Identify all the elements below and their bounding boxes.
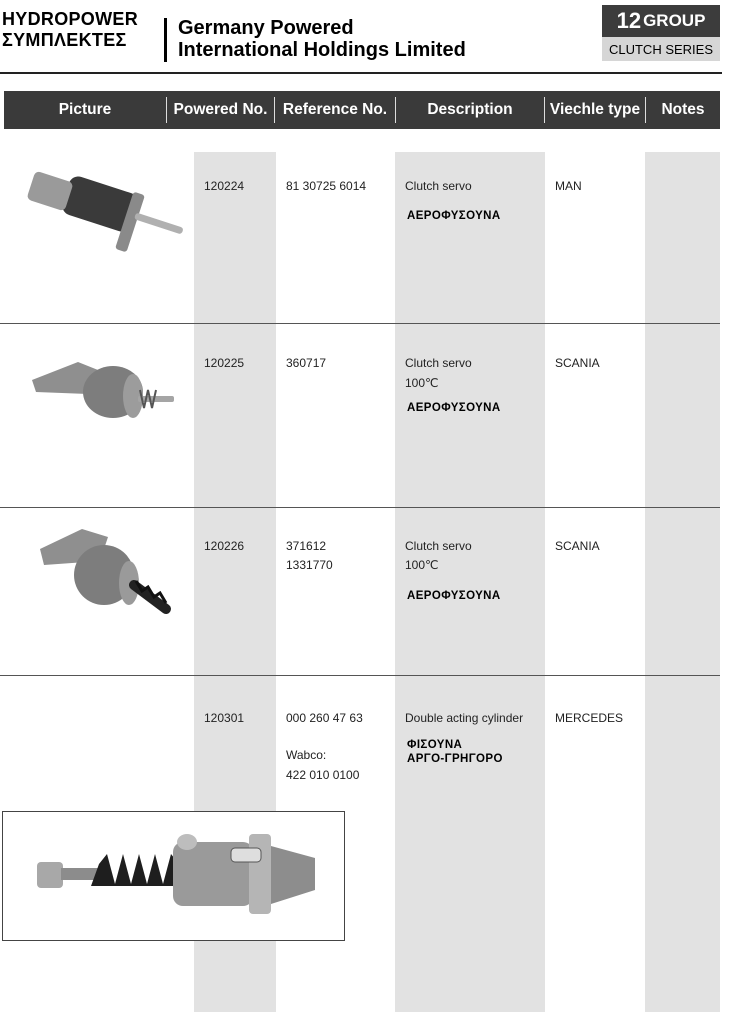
column-header-vehicle-type: Viechle type — [549, 101, 641, 118]
vehicle-type: SCANIA — [555, 539, 600, 553]
reference-no: 81 30725 6014 — [286, 179, 367, 193]
brand-line-1: HYDROPOWER — [2, 9, 139, 29]
table-header — [4, 91, 720, 129]
row-divider — [0, 323, 720, 324]
vehicle-type: MAN — [555, 179, 582, 193]
column-header-powered-no: Powered No. — [173, 101, 268, 118]
description: Clutch servo — [405, 179, 472, 193]
column-header-notes: Notes — [661, 101, 705, 118]
company-name — [178, 17, 466, 61]
reference-no: 1331770 — [286, 558, 333, 572]
double-acting-cylinder-photo — [2, 811, 345, 941]
clutch-servo-photo — [16, 168, 186, 258]
description: Double acting cylinder — [405, 711, 524, 725]
header-rule — [0, 72, 722, 74]
reference-no: 422 010 0100 — [286, 768, 360, 782]
powered-no: 120225 — [204, 356, 245, 370]
row-divider — [0, 507, 720, 508]
powered-no: 120224 — [204, 179, 245, 193]
reference-label: Wabco: — [286, 748, 327, 762]
row-divider — [0, 675, 720, 676]
greek-description: ΑΡΓΟ-ΓΡΗΓΟΡΟ — [407, 753, 503, 765]
reference-no: 371612 — [286, 539, 327, 553]
temperature: 100℃ — [405, 376, 439, 390]
greek-description: ΑΕΡΟΦΥΣΟΥΝΑ — [407, 590, 501, 602]
clutch-servo-photo — [28, 350, 178, 430]
greek-description: ΑΕΡΟΦΥΣΟΥΝΑ — [407, 402, 501, 414]
company-line-1: Germany Powered — [178, 17, 354, 39]
group-word: GROUP — [643, 11, 706, 30]
column-header-description: Description — [427, 101, 513, 118]
reference-no: 000 260 47 63 — [286, 711, 363, 725]
column-header-picture: Picture — [58, 101, 112, 118]
vehicle-type: SCANIA — [555, 356, 600, 370]
clutch-servo-photo — [34, 525, 174, 620]
description: Clutch servo — [405, 539, 472, 553]
powered-no: 120226 — [204, 539, 245, 553]
column-header-reference-no: Reference No. — [282, 101, 388, 118]
group-number: 12 — [616, 8, 642, 33]
temperature: 100℃ — [405, 558, 439, 572]
brand-logo-text — [2, 9, 138, 51]
greek-description: ΑΕΡΟΦΥΣΟΥΝΑ — [407, 210, 501, 222]
header-divider — [164, 18, 167, 62]
vehicle-type: MERCEDES — [555, 711, 624, 725]
brand-line-2: ΣΥΜΠΛΕΚΤΕΣ — [2, 30, 127, 50]
notes-column-shade — [645, 152, 720, 1012]
company-line-2: International Holdings Limited — [178, 39, 466, 61]
reference-no: 360717 — [286, 356, 327, 370]
series-label: CLUTCH SERIES — [602, 37, 720, 61]
greek-description: ΦΙΣΟΥΝΑ — [407, 739, 463, 751]
powered-no: 120301 — [204, 711, 245, 725]
description: Clutch servo — [405, 356, 472, 370]
group-badge — [602, 5, 720, 37]
description-column-shade — [395, 152, 545, 1012]
